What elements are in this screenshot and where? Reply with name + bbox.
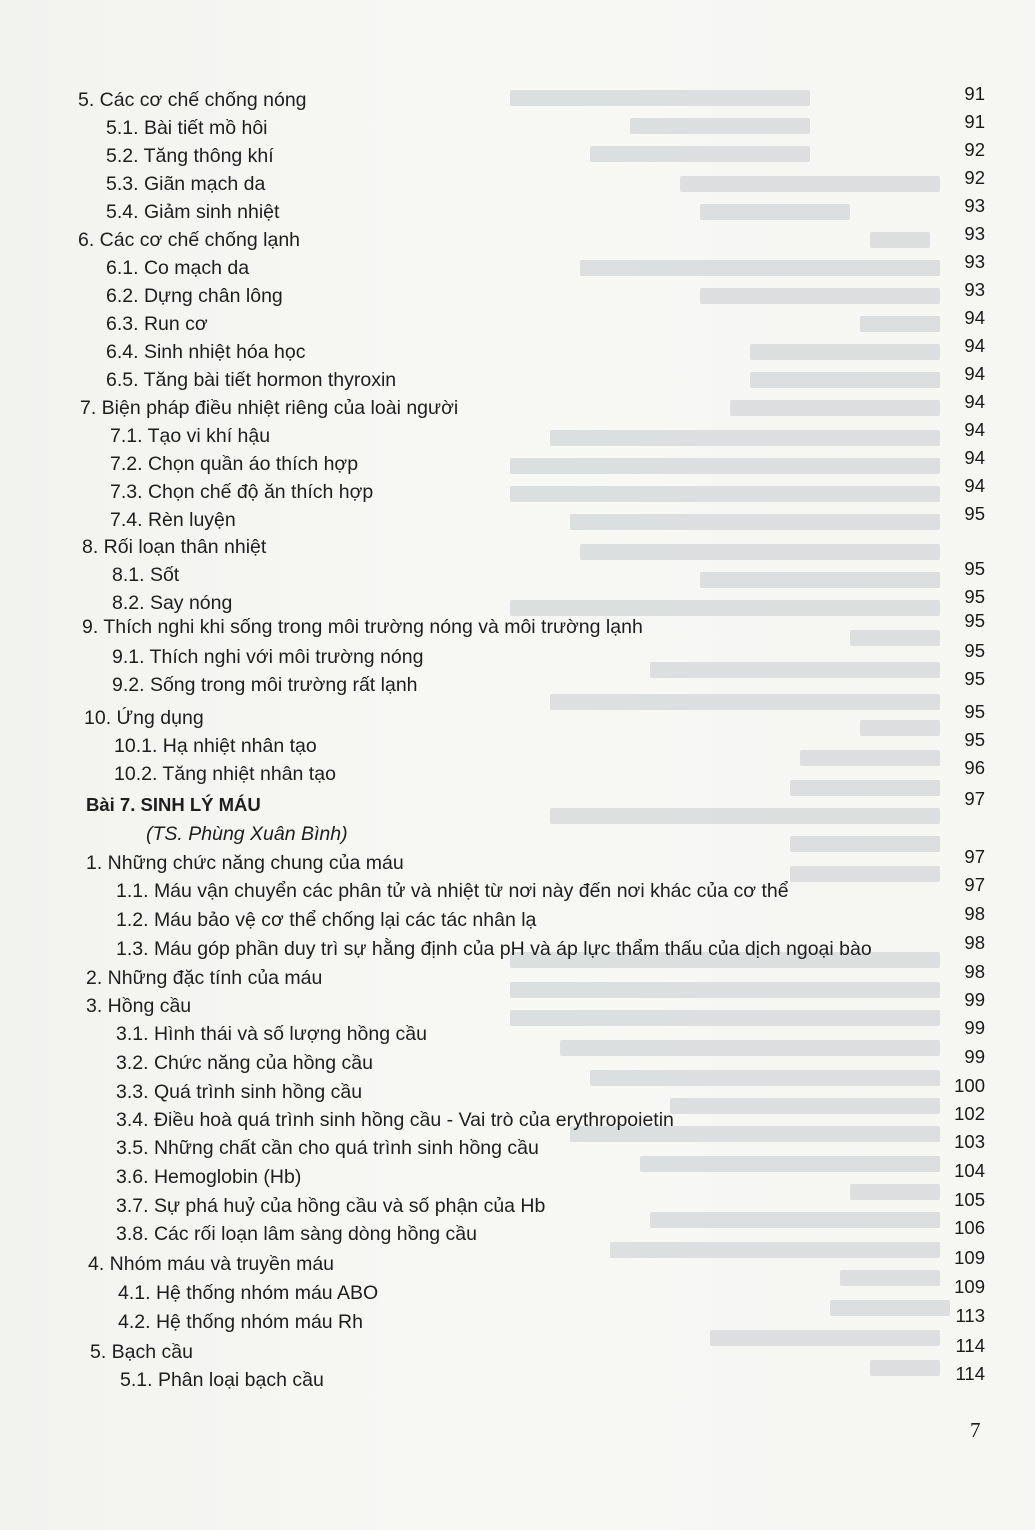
toc-entry: 4. Nhóm máu và truyền máu 109 — [88, 1247, 985, 1275]
toc-entry: 8. Rối loạn thân nhiệt — [82, 536, 267, 558]
toc-entry: 6.4. Sinh nhiệt hóa học 94 — [106, 335, 985, 363]
chapter-heading: Bài 7. SINH LÝ MÁU 97 — [86, 788, 985, 815]
toc-entry: 10.1. Hạ nhiệt nhân tạo 95 — [114, 729, 985, 757]
toc-entry: 10. Ứng dụng 95 — [84, 701, 985, 729]
toc-entry: 5.1. Phân loại bạch cầu 114 — [120, 1363, 985, 1391]
toc-entry: 9.1. Thích nghi với môi trường nóng 95 — [112, 640, 985, 668]
toc-entry: 5.3. Giãn mạch da 92 — [106, 167, 985, 195]
toc-entry: 3.7. Sự phá huỷ của hồng cầu và số phận của Hb 105 — [116, 1189, 985, 1217]
toc-entry: 6.5. Tăng bài tiết hormon thyroxin 94 — [106, 363, 985, 391]
toc-entry: 5. Bạch cầu 114 — [90, 1335, 985, 1363]
toc-entry: 3.6. Hemoglobin (Hb) 104 — [116, 1160, 985, 1188]
toc-entry: 4.1. Hệ thống nhóm máu ABO 109 — [118, 1276, 985, 1304]
toc-entry: 6.3. Run cơ 94 — [106, 307, 985, 335]
toc-entry: 3. Hồng cầu 99 — [86, 989, 985, 1017]
toc-entry: 5.1. Bài tiết mồ hôi 91 — [106, 111, 985, 139]
toc-entry: 1.1. Máu vận chuyển các phân tử và nhiệt từ nơi này đến nơi khác của cơ thể 97 — [116, 874, 985, 902]
toc-entry: 9.2. Sống trong môi trường rất lạnh 95 — [112, 668, 985, 696]
toc-entry: 3.2. Chức năng của hồng cầu 99 — [116, 1046, 985, 1074]
toc-entry: 7.2. Chọn quần áo thích hợp 94 — [110, 447, 985, 475]
toc-entry: 7. Biện pháp điều nhiệt riêng của loài người 94 — [80, 391, 985, 419]
page-number: 7 — [970, 1418, 981, 1442]
toc-entry: 9. Thích nghi khi sống trong môi trường nóng và môi trường lạnh 95 — [82, 610, 985, 638]
toc-entry: 6.2. Dựng chân lông 93 — [106, 279, 985, 307]
chapter-author: (TS. Phùng Xuân Bình) — [146, 823, 348, 845]
toc-entry: 3.5. Những chất cần cho quá trình sinh hồng cầu 103 — [116, 1131, 985, 1159]
toc-entry: 2. Những đặc tính của máu 98 — [86, 961, 985, 989]
toc-entry: 3.1. Hình thái và số lượng hồng cầu 99 — [116, 1017, 985, 1045]
toc-entry: 7.3. Chọn chế độ ăn thích hợp 94 — [110, 475, 985, 503]
toc-entry: 3.4. Điều hoà quá trình sinh hồng cầu - Vai trò của erythropoietin 102 — [116, 1103, 985, 1131]
toc-entry: 7.4. Rèn luyện 95 — [110, 503, 985, 531]
toc-entry: 1. Những chức năng chung của máu 97 — [86, 846, 985, 874]
toc-entry: 6. Các cơ chế chống lạnh 93 — [78, 223, 985, 251]
toc-entry: 1.3. Máu góp phần duy trì sự hằng định của pH và áp lực thẩm thấu của dịch ngoại bào 98 — [116, 932, 985, 960]
toc-entry: 5.4. Giảm sinh nhiệt 93 — [106, 195, 985, 223]
toc-entry: 7.1. Tạo vi khí hậu 94 — [110, 419, 985, 447]
toc-entry: 4.2. Hệ thống nhóm máu Rh 113 — [118, 1305, 985, 1333]
toc-entry: 5. Các cơ chế chống nóng 91 — [78, 83, 985, 111]
toc-entry: 10.2. Tăng nhiệt nhân tạo 96 — [114, 757, 985, 785]
toc-entry: 8.1. Sốt 95 — [112, 558, 985, 586]
toc-entry: 8.2. Say nóng 95 — [112, 586, 985, 614]
toc-entry: 1.2. Máu bảo vệ cơ thể chống lại các tác nhân lạ 98 — [116, 903, 985, 931]
toc-entry: 5.2. Tăng thông khí 92 — [106, 139, 985, 167]
toc-entry: 3.8. Các rối loạn lâm sàng dòng hồng cầu 106 — [116, 1217, 985, 1245]
toc-entry: 6.1. Co mạch da 93 — [106, 251, 985, 279]
toc-entry: 3.3. Quá trình sinh hồng cầu 100 — [116, 1075, 985, 1103]
